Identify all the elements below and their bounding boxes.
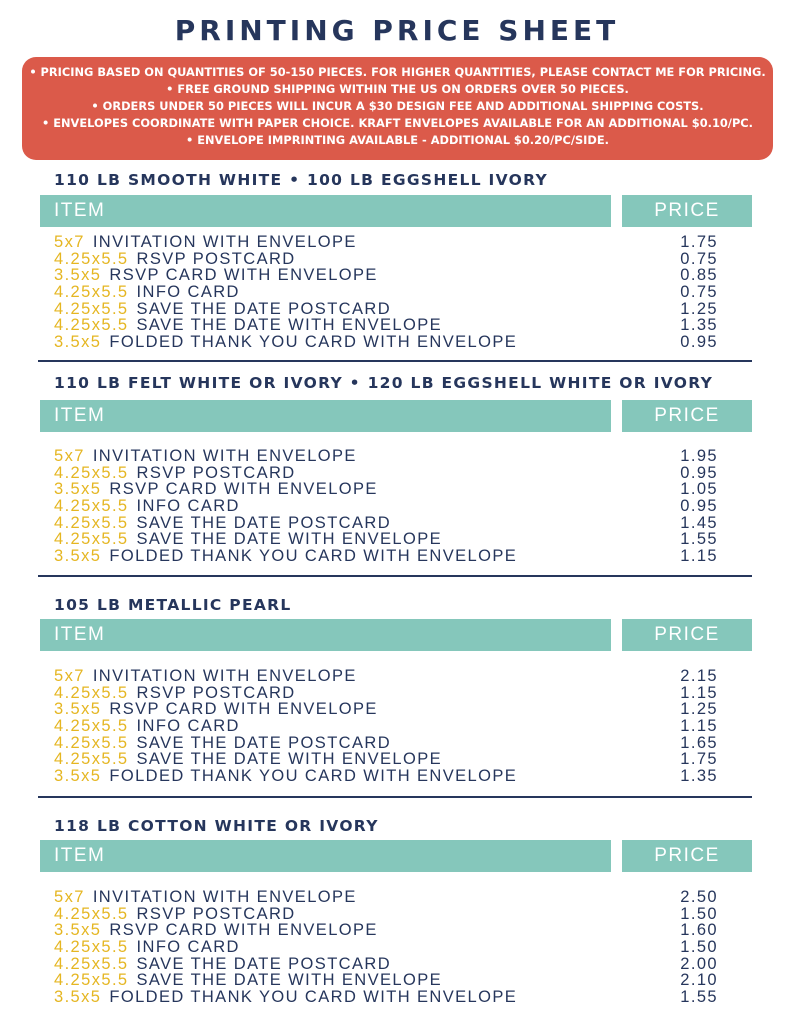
price-column-header: PRICE [622,619,752,651]
item-description: INVITATION WITH ENVELOPE [92,888,357,906]
item-description: INVITATION WITH ENVELOPE [92,447,357,465]
table-row [0,465,794,482]
item-size: 5x7 INVITATION WITH ENVELOPE [54,233,357,251]
item-size: 4.25x5.5 RSVP POSTCARD [54,904,296,923]
item-price: 1.95 [680,447,718,465]
item-price: 2.15 [680,667,718,685]
table-row [0,956,794,973]
notice-line: • FREE GROUND SHIPPING WITHIN THE US ON ORDERS OVER 50 PIECES. [166,82,629,96]
item-price: 1.55 [680,988,718,1007]
section-title: 105 LB METALLIC PEARL [54,596,292,614]
item-price: 1.45 [680,513,718,532]
table-row [0,334,794,351]
table-row [0,906,794,923]
item-description: SAVE THE DATE WITH ENVELOPE [136,316,443,335]
item-size: 4.25x5.5 INFO CARD [54,938,240,957]
table-row [0,989,794,1006]
item-size: 3.5x5 RSVP CARD WITH ENVELOPE [54,921,378,940]
price-rows [0,889,794,1006]
table-row [0,735,794,752]
table-row [0,498,794,515]
item-description: SAVE THE DATE WITH ENVELOPE [136,530,443,549]
table-row [0,317,794,334]
table-row [0,701,794,718]
table-row [0,448,794,465]
item-description: INVITATION WITH ENVELOPE [92,667,357,685]
item-column-header: ITEM [40,400,611,432]
table-row [0,301,794,318]
section-title: 110 LB FELT WHITE OR IVORY • 120 LB EGGSHELL WHITE OR IVORY [54,374,714,392]
item-price: 0.85 [680,266,718,285]
item-column-header: ITEM [40,195,611,227]
item-price: 0.95 [680,333,718,352]
item-description: INFO CARD [136,938,240,957]
table-row [0,685,794,702]
item-size: 3.5x5 RSVP CARD WITH ENVELOPE [54,266,378,285]
item-price: 1.35 [680,767,718,786]
price-column-header: PRICE [622,400,752,432]
item-price: 1.15 [680,683,718,702]
table-row [0,234,794,251]
item-price: 1.35 [680,316,718,335]
item-description: FOLDED THANK YOU CARD WITH ENVELOPE [109,988,518,1007]
section-title: 110 LB SMOOTH WHITE • 100 LB EGGSHELL IVORY [54,171,549,189]
pricing-notice-banner [22,57,773,160]
item-price: 0.95 [680,463,718,482]
price-column-header: PRICE [622,840,752,872]
item-description: RSVP CARD WITH ENVELOPE [109,266,378,285]
item-description: RSVP POSTCARD [136,463,296,482]
item-description: RSVP CARD WITH ENVELOPE [109,480,378,499]
item-price: 1.25 [680,700,718,719]
item-size: 3.5x5 FOLDED THANK YOU CARD WITH ENVELOPE [54,767,518,786]
item-price: 1.75 [680,750,718,769]
table-row [0,251,794,268]
item-description: INFO CARD [136,717,240,736]
item-description: INFO CARD [136,283,240,302]
item-price: 0.75 [680,249,718,268]
price-rows [0,668,794,785]
item-size: 3.5x5 FOLDED THANK YOU CARD WITH ENVELOPE [54,988,518,1007]
table-row [0,531,794,548]
table-row [0,668,794,685]
page-title: PRINTING PRICE SHEET [174,14,620,47]
item-description: SAVE THE DATE POSTCARD [136,954,392,973]
item-price: 2.10 [680,971,718,990]
item-price: 1.50 [680,938,718,957]
item-size: 5x7 INVITATION WITH ENVELOPE [54,447,357,465]
table-row [0,515,794,532]
item-price: 1.15 [680,717,718,736]
table-row [0,751,794,768]
item-description: SAVE THE DATE POSTCARD [136,733,392,752]
section-divider [38,796,752,798]
notice-line: • ENVELOPES COORDINATE WITH PAPER CHOICE. KRAFT ENVELOPES AVAILABLE FOR AN ADDITIONAL $0.10/PC. [42,116,753,130]
item-description: RSVP CARD WITH ENVELOPE [109,921,378,940]
item-size: 4.25x5.5 INFO CARD [54,717,240,736]
item-price: 0.75 [680,283,718,302]
price-column-header: PRICE [622,195,752,227]
item-size: 3.5x5 RSVP CARD WITH ENVELOPE [54,480,378,499]
item-price: 1.65 [680,733,718,752]
item-price: 2.50 [680,888,718,906]
item-description: RSVP POSTCARD [136,683,296,702]
item-description: RSVP POSTCARD [136,904,296,923]
item-size: 4.25x5.5 SAVE THE DATE POSTCARD [54,954,392,973]
item-column-header: ITEM [40,619,611,651]
item-description: FOLDED THANK YOU CARD WITH ENVELOPE [109,333,518,352]
section-divider [38,575,752,577]
table-row [0,284,794,301]
table-row [0,972,794,989]
notice-line: • PRICING BASED ON QUANTITIES OF 50-150 PIECES. FOR HIGHER QUANTITIES, PLEASE CONTACT ME FOR PRICING. [29,65,766,79]
price-rows [0,234,794,351]
item-description: RSVP POSTCARD [136,249,296,268]
table-row [0,939,794,956]
table-row [0,718,794,735]
price-rows [0,448,794,565]
item-size: 4.25x5.5 RSVP POSTCARD [54,683,296,702]
notice-line: • ENVELOPE IMPRINTING AVAILABLE - ADDITIONAL $0.20/PC/SIDE. [186,133,609,147]
item-size: 4.25x5.5 RSVP POSTCARD [54,249,296,268]
item-price: 1.50 [680,904,718,923]
section-divider [38,360,752,362]
item-price: 1.25 [680,299,718,318]
table-row [0,768,794,785]
item-description: RSVP CARD WITH ENVELOPE [109,700,378,719]
table-row [0,548,794,565]
item-price: 1.05 [680,480,718,499]
item-description: INVITATION WITH ENVELOPE [92,233,357,251]
item-size: 3.5x5 FOLDED THANK YOU CARD WITH ENVELOPE [54,547,518,566]
item-description: SAVE THE DATE WITH ENVELOPE [136,971,443,990]
item-column-header: ITEM [40,840,611,872]
item-description: FOLDED THANK YOU CARD WITH ENVELOPE [109,767,518,786]
item-size: 3.5x5 RSVP CARD WITH ENVELOPE [54,700,378,719]
item-size: 4.25x5.5 INFO CARD [54,497,240,516]
item-description: INFO CARD [136,497,240,516]
item-price: 2.00 [680,954,718,973]
item-description: FOLDED THANK YOU CARD WITH ENVELOPE [109,547,518,566]
item-price: 1.60 [680,921,718,940]
item-size: 4.25x5.5 INFO CARD [54,283,240,302]
item-size: 4.25x5.5 SAVE THE DATE WITH ENVELOPE [54,530,443,549]
item-price: 1.15 [680,547,718,566]
notice-line: • ORDERS UNDER 50 PIECES WILL INCUR A $30 DESIGN FEE AND ADDITIONAL SHIPPING COSTS. [91,99,704,113]
section-title: 118 LB COTTON WHITE OR IVORY [54,817,379,835]
item-size: 4.25x5.5 SAVE THE DATE POSTCARD [54,513,392,532]
item-description: SAVE THE DATE POSTCARD [136,299,392,318]
table-row [0,267,794,284]
table-row [0,922,794,939]
item-size: 4.25x5.5 SAVE THE DATE WITH ENVELOPE [54,316,443,335]
item-size: 4.25x5.5 RSVP POSTCARD [54,463,296,482]
item-size: 3.5x5 FOLDED THANK YOU CARD WITH ENVELOPE [54,333,518,352]
table-row [0,889,794,906]
item-description: SAVE THE DATE POSTCARD [136,513,392,532]
item-price: 1.55 [680,530,718,549]
item-price: 0.95 [680,497,718,516]
item-size: 4.25x5.5 SAVE THE DATE POSTCARD [54,733,392,752]
item-size: 4.25x5.5 SAVE THE DATE WITH ENVELOPE [54,750,443,769]
item-size: 5x7 INVITATION WITH ENVELOPE [54,888,357,906]
table-row [0,481,794,498]
item-description: SAVE THE DATE WITH ENVELOPE [136,750,443,769]
item-price: 1.75 [680,233,718,251]
item-size: 4.25x5.5 SAVE THE DATE WITH ENVELOPE [54,971,443,990]
item-size: 4.25x5.5 SAVE THE DATE POSTCARD [54,299,392,318]
item-size: 5x7 INVITATION WITH ENVELOPE [54,667,357,685]
